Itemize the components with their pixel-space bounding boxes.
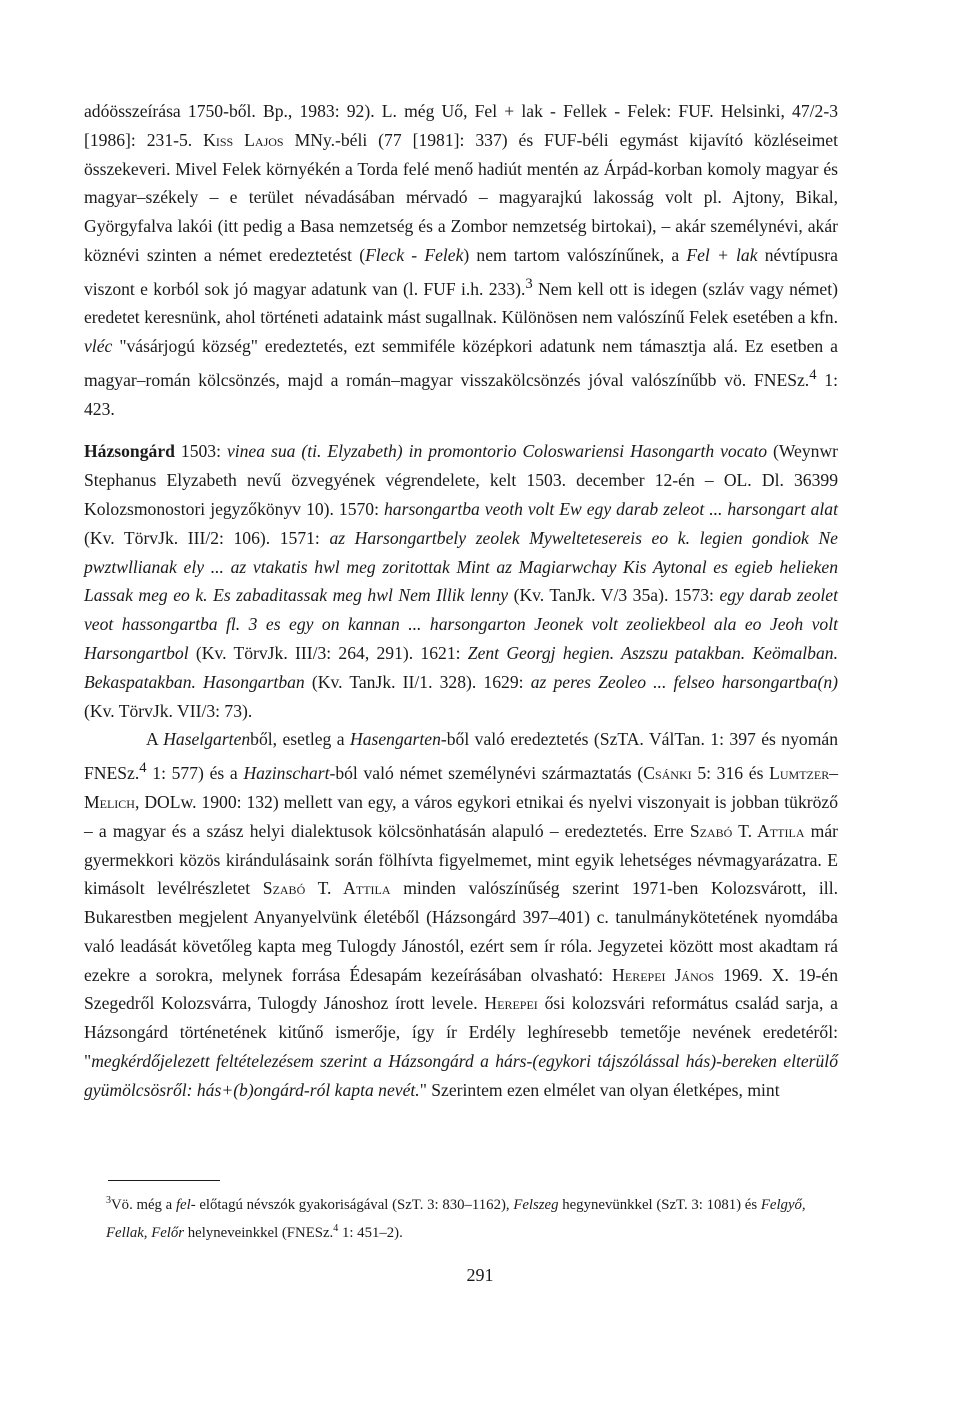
etymon: Haselgarten <box>163 729 251 750</box>
superscript: 4 <box>809 367 817 384</box>
etymon: Fel + lak <box>686 244 758 265</box>
etymon: Hasengarten <box>350 729 441 750</box>
author-name: Kiss Lajos <box>203 129 284 150</box>
quotation: harsongartba veoth volt Ew egy darab zeleot ... harsongart alat <box>384 499 838 520</box>
page-number: 291 <box>466 1265 494 1285</box>
entry-headword: Házsongárd <box>84 441 175 462</box>
footnote-3: $^3$Vö. még a fel- előtagú névszók gyakoriságával (SzT. 3: 830–1162), Felszeg hegynevünkkel (SzT. 3: 1081) és Felgyő, Fellak, Felőr helyneveinkkel (FNESz.$^4$ 1: 451–2). <box>106 1195 806 1241</box>
etymon: Fleck - Felek <box>365 244 464 265</box>
footnote-marker: 3 <box>106 1195 111 1206</box>
paragraph-etymology: A Haselgartenből, esetleg a Hasengarten-ből való eredeztetés (SzTA. VálTan. 1: 397 és nyomán FNESz.$^4$ 1: 577) és a Hazinschart-ból való német személynévi származtatás (Csánki 5: 316 és Lumtzer–Melich, DOLw. 1900: 132) mellett van egy, a város egykori etnikai és nyelvi viszonyait is jobban tükröző – a magyar és a szász helyi dialektusok kölcsönhatásán alapuló – eredeztetés. Erre Szabó T. Attila már gyermekkori közös kirándulásaink során fölhívta figyelmemet, mint egyik lehetséges névmagyarázatra. E kimásolt levélrészletet Szabó T. Attila minden valószínűség szerint 1971-ben Kolozsvárott, ill. Bukarestben megjelent Anyanyelvünk életéből (Házsongárd 397–401) c. tanulmánykötetének nyomdába való leadását követőleg kapta meg Tulogdy Jánostól, ezért sem ír róla. Jegyzetei között most akadtam rá ezekre a sorokra, melynek forrása Édesapám kezeírásában olvasható: Herepei János 1969. X. 19-én Szegedről Kolozsvárra, Tulogdy Jánoshoz írott levele. Herepei ősi kolozsvári református család sarja, a Házsongárd történetének kitűnő ismerője, így ír Erdély leghíresebb temetője nevének eredetéről: "megkérdőjelezett feltételezésem szerint a Házsongárd a hárs-(egykori tájszólással hás)-bereken elterülő gyümölcsösről: hás+(b)ongárd-ról kapta nevét." Szerintem ezen elmélet van olyan életképes, mint <box>84 729 839 1100</box>
etymon: Hazinschart <box>243 763 330 784</box>
quotation: megkérdőjelezett feltételezésem szerint a Házsongárd a hárs-(egykori tájszólással hás)-bereken elterülő gyümölcsösről: hás+(b)ongárd-ról kapta nevét. <box>84 1051 838 1100</box>
paragraph-felek-continued: adóösszeírása 1750-ből. Bp., 1983: 92). L. még Uő, Fel + lak - Fellek - Felek: FUF. Helsinki, 47/2-3 [1986]: 231-5. Kiss Lajos MNy.-béli (77 [1981]: 337) és FUF-béli egymást kijavító közléseimet összekeveri. Mivel Felek környékén a Torda felé menő hadiút mentén az Árpád-korban komoly magyar és magyar–székely – e terület névadásában mérvadó – magyarajkú lakosság volt pl. Ajtony, Bikal, Györgyfalva lakói (itt pedig a Basa nemzetség és a Zombor nemzetség birtokai), – akár személynévi, akár köznévi szinten a német eredeztetést (Fleck - Felek) nem tartom valószínűnek, a Fel + lak névtípusra viszont e korból sok jó magyar adatunk van (l. FUF i.h. 233).$^3$ Nem kell ott is idegen (szláv vagy német) eredetet keresnünk, ahol történeti adataink mást sugallnak. Különösen nem valószínű Felek esetében a kfn. vléc "vásárjogú község" eredeztetés, ezt semmiféle középkori adatunk nem támasztja alá. Ez esetben a magyar–román kölcsönzés, majd a román–magyar visszakölcsönzés jóval valószínűbb vö. FNESz.$^4$ 1: 423. <box>84 101 838 419</box>
footnote-divider <box>108 1180 220 1181</box>
author-name: Csánki <box>643 763 692 784</box>
quotation: az Harsongartbely zeolek Myweltetesereis eo k. legien gondiok Ne pwztwllianak ely ... az vtakatis hwl meg zoritottak Mint az Magiarwchay Kis Aytonal es egieb helieken Lassak meg eo k. Es zabaditassak meg hwl Nem Illik lenny <box>84 527 838 606</box>
superscript: 4 <box>139 760 147 777</box>
quotation: az peres Zeoleo ... felseo harsongartba(n) <box>530 671 839 692</box>
author-name: Lumtzer–Melich <box>84 763 839 812</box>
body-text <box>84 97 838 1105</box>
entry-hazsongard: Házsongárd 1503: vinea sua (ti. Elyzabeth) in promontorio Coloswariensi Hasongarth vocato (Weynwr Stephanus Elyzabeth nevű özvegyének végrendelete, kelt 1503. december 12-én – OL. Dl. 36399 Kolozsmonostori jegyzőkönyv 10). 1570: harsongartba veoth volt Ew egy darab zeleot ... harsongart alat (Kv. TörvJk. III/2: 106). 1571: az Harsongartbely zeolek Myweltetesereis eo k. legien gondiok Ne pwztwllianak ely ... az vtakatis hwl meg zoritottak Mint az Magiarwchay Kis Aytonal es egieb helieken Lassak meg eo k. Es zabaditassak meg hwl Nem Illik lenny (Kv. TanJk. V/3 35a). 1573: egy darab zeolet veot hassongartba fl. 3 es egy on kannan ... harsongarton Jeonek volt zeoliekbeol ala eo Jeoh volt Harsongartbol (Kv. TörvJk. III/3: 264, 291). 1621: Zent Georgj hegien. Aszszu patakban. Keömalban. Bekaspatakban. Hasongartban (Kv. TanJk. II/1. 328). 1629: az peres Zeoleo ... felseo harsongartba(n) (Kv. TörvJk. VII/3: 73). <box>84 441 839 721</box>
author-name: Herepei <box>484 993 538 1014</box>
author-name: Szabó T. Attila <box>689 820 805 841</box>
author-name: Herepei János <box>612 964 715 985</box>
quotation: vinea sua (ti. Elyzabeth) in promontorio Coloswariensi Hasongarth vocato <box>226 441 768 462</box>
author-name: Szabó T. Attila <box>262 878 391 899</box>
quotation: Zent Georgj hegien. Aszszu patakban. Keömalban. Bekaspatakban. Hasongartban <box>84 643 838 692</box>
footnote-reference: 3 <box>525 275 533 292</box>
etymon: vléc <box>84 336 113 357</box>
quotation: egy darab zeolet veot hassongartba fl. 3 es egy on kannan ... harsongarton Jeonek volt zeoliekbeol ala eo Jeoh volt Harsongartbol <box>84 585 838 664</box>
